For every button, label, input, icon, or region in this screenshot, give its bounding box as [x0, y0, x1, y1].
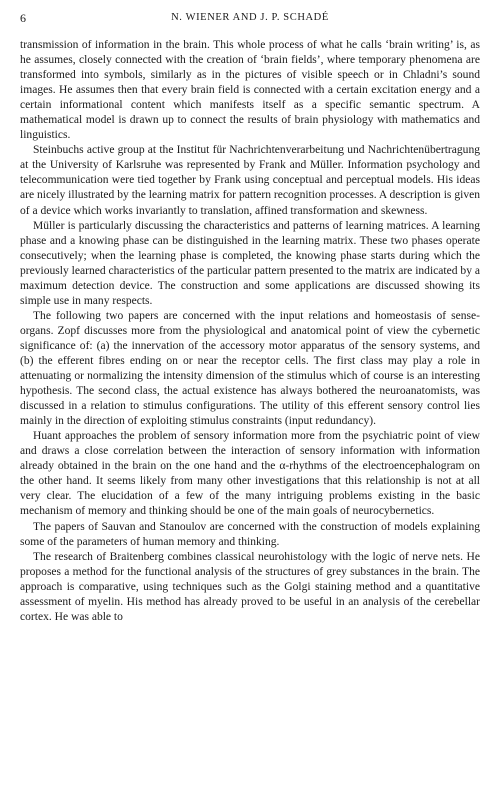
paragraph-braitenberg: The research of Braitenberg combines classical neurohistology with the logic of nerve nets. He proposes a method for the functional analysis of the structures of grey substances in the brain. The approach is comparative, using techniques such as the Golgi staining method and a quantitative assessment of myelin. His method has already proved to be useful in an analysis of the cerebellar cortex. He was able to [20, 550, 480, 623]
paragraph-brain-writing: transmission of information in the brain. This whole process of what he calls ‘brain writing’ is, as he assumes, closely connected with the creation of ‘brain fields’, where temporary phenomena are transformed into symbols, similarly as in the pictures of visible speech or in Chladni’s sound images. He assumes then that every brain field is connected with a certain excitation energy and a certain informational content which manifests itself as a specific semantic spectrum. A mathematical model is drawn up to connect the results of brain physiology with mathematics and linguistics. [20, 39, 480, 142]
paragraph-steinbuch-group: Steinbuchs active group at the Institut für Nachrichtenverarbeitung und Nachrichtenübertragung at the University of Karlsruhe was represented by Frank and Müller. Information psychology and telecommunication were tied together by Frank using conceptual and perceptual models. His ideas are nicely illustrated by the learning matrix for pattern recognition processes. A description is given of a device which works invariantly to translation, affined transformation and skewness. [20, 144, 480, 217]
page-number: 6 [20, 11, 26, 25]
paragraph-huant-sensory-information: Huant approaches the problem of sensory information more from the psychiatric point of view and draws a close correlation between the interaction of sensory information with information already obtained in the brain on the one hand and the α-rhythms of the electroencephalogram on the other hand. It seems likely from many other investigations that this relationship is not at all very clear. The elucidation of a few of the many intriguing problems existing in the basic mechanism of memory and thinking should be one of the main goals of neurocybernetics. [20, 430, 480, 518]
paragraph-zopf-sense-organs: The following two papers are concerned with the input relations and homeostasis of sense-organs. Zopf discusses more from the physiological and anatomical point of view the cybernetic significance of: (a) the innervation of the accessory motor apparatus of the sensory systems, and (b) the efferent fibres ending on or near the receptor cells. The first class may play a role in attenuating or normalizing the intensity dimension of the stimulus which of course is an interesting hypothesis. The second class, the actual existence has always bothered the neuroanatomists, was discussed in a relation to stimulus configurations. The utility of this efferent sensory control lies mainly in the direction of exploiting stimulus constraints (input redundancy). [20, 309, 480, 428]
body-text [20, 38, 480, 625]
running-title: N. WIENER AND J. P. SCHADÉ [171, 12, 329, 23]
paragraph-muller-learning-matrices: Müller is particularly discussing the characteristics and patterns of learning matrices. A learning phase and a knowing phase can be distinguished in the learning matrix. These two phases operate consecutively; when the learning phase is completed, the knowing phase starts during which the previously learned characteristics of the particular pattern presented to the matrix are indicated by a maximum detection device. The construction and some applications are discussed showing its simple use in many respects. [20, 219, 480, 307]
running-head [20, 6, 480, 30]
paragraph-sauvan-stanoulov: The papers of Sauvan and Stanoulov are concerned with the construction of models explaining some of the parameters of human memory and thinking. [20, 520, 480, 548]
book-page [20, 6, 480, 625]
